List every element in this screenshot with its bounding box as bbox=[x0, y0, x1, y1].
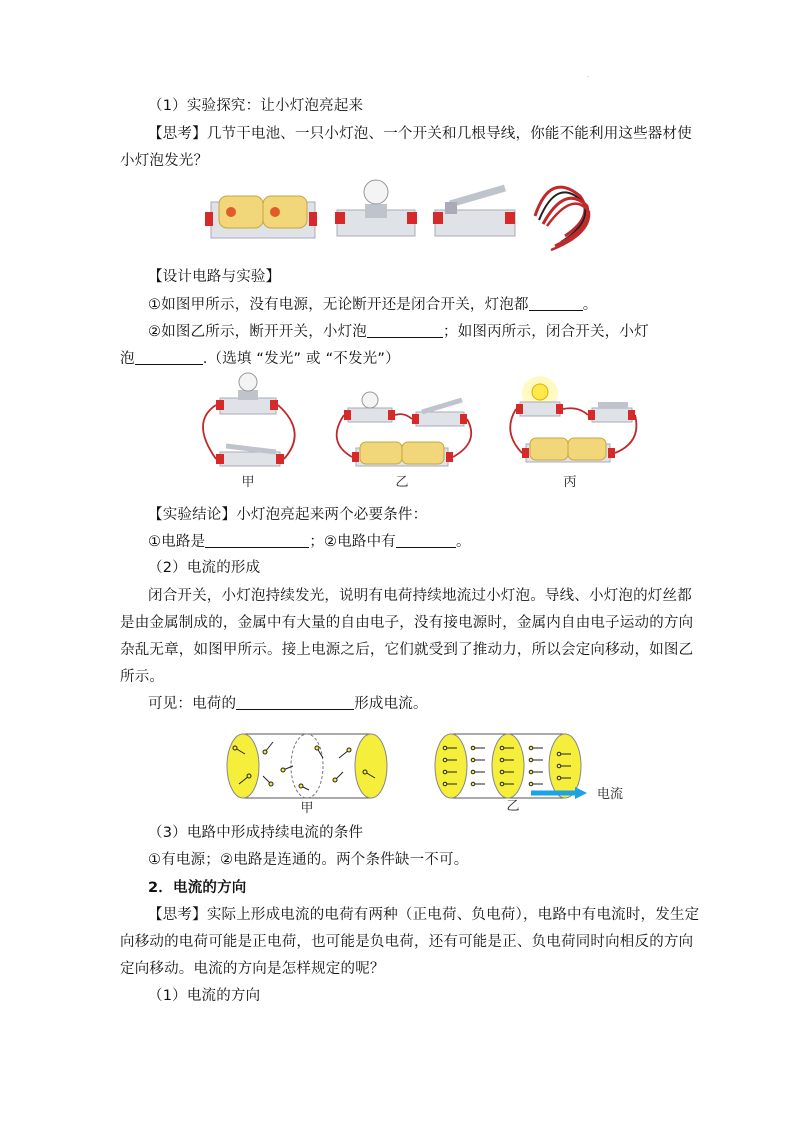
conclusion-items: ①电路是 ；②电路中有 。 bbox=[148, 534, 471, 550]
design-heading: 【设计电路与实验】 bbox=[148, 269, 281, 285]
wire-caption: 乙 bbox=[506, 799, 520, 814]
bulb-holder bbox=[335, 180, 417, 236]
design-item1: ①如图甲所示，没有电源，无论断开还是闭合开关，灯泡都 。 bbox=[148, 297, 598, 313]
document-page: . （1）实验探究：让小灯泡亮起来 【思考】几节干电池、一只小灯泡、一个开关和几根导线，你能不能利用这些器材使 小灯泡发光？ 【设计电路与实验】 ①如图甲所示，没有电源，无论断开还是闭合开关，灯泡都 。 ②如图乙所示，断开开关，小灯泡 ；如图丙所示，闭合开关，小灯 泡 .（选填 “发光” 或 “不发光”） 甲 乙 丙 【实验结论】小灯泡亮起来两个必要条件： ①电路是 ；②电路中有 。 （2）电流的形成 闭合开关，小灯泡持续发光，说明有电荷持续地流过小灯泡。导线、小灯泡的灯丝都 是由金属制成的，金属中有大量的自由电子，没有接电源时，金属内自由电子运动的方向 杂乱无章，如图甲所示。接上电源之后，它们就受到了推动力，所以会定向移动，如图乙 所示。 可见：电荷的 形成电流。 甲 电流 乙 （3）电路中形成持续电流的条件 ①有电源；②电路是连通的。两个条件缺一不可。 2．电流的方向 【思考】实际上形成电流的电荷有两种（正电荷、负电荷），电路中有电流时，发生定 向移动的电荷可能是正电荷，也可能是负电荷，还有可能是正、负电荷同时向相反的方向 定向移动。电流的方向是怎样规定的呢？ （1）电流的方向 bbox=[120, 72, 700, 1004]
think-label: 【思考】 bbox=[148, 907, 207, 923]
battery-pair bbox=[205, 196, 317, 238]
section2-p2: 是由金属制成的，金属中有大量的自由电子，没有接电源时，金属内自由电子运动的方向 bbox=[120, 615, 694, 631]
section2-conclusion: 可见：电荷的 形成电流。 bbox=[148, 696, 428, 712]
section3-title: （3）电路中形成持续电流的条件 bbox=[148, 825, 364, 841]
wire-yi bbox=[435, 734, 623, 814]
circuits-figure bbox=[190, 372, 620, 492]
circuit-caption: 丙 bbox=[563, 475, 577, 490]
section2-p1: 闭合开关，小灯泡持续发光，说明有电荷持续地流过小灯泡。导线、小灯泡的灯丝都 bbox=[148, 588, 692, 604]
circuit-yi bbox=[337, 392, 472, 490]
section3-text: ①有电源；②电路是连通的。两个条件缺一不可。 bbox=[148, 852, 469, 868]
design-item2: ②如图乙所示，断开开关，小灯泡 ；如图丙所示，闭合开关，小灯 bbox=[148, 324, 649, 340]
wire-bundle bbox=[535, 187, 589, 250]
electron-flow-figure bbox=[225, 728, 625, 818]
current-label: 电流 bbox=[597, 787, 624, 802]
think-paragraph-line2: 小灯泡发光？ bbox=[120, 153, 209, 169]
answer-blank[interactable] bbox=[135, 349, 203, 365]
wire-caption: 甲 bbox=[300, 801, 314, 816]
section2-title: （2）电流的形成 bbox=[148, 560, 261, 576]
circuit-bing bbox=[510, 376, 636, 490]
wire-jia bbox=[227, 734, 387, 816]
conclusion-paragraph: 【实验结论】小灯泡亮起来两个必要条件： bbox=[148, 507, 428, 523]
part2-think: 【思考】实际上形成电流的电荷有两种（正电荷、负电荷），电路中有电流时，发生定 bbox=[148, 907, 700, 923]
answer-blank[interactable] bbox=[367, 322, 443, 338]
circuit-caption: 甲 bbox=[241, 475, 255, 490]
conclusion-label: 【实验结论】 bbox=[148, 507, 237, 523]
think-label: 【思考】 bbox=[148, 126, 207, 142]
think-paragraph: 【思考】几节干电池、一只小灯泡、一个开关和几根导线，你能不能利用这些器材使 bbox=[148, 126, 692, 142]
answer-blank[interactable] bbox=[529, 295, 583, 311]
equipment-figure bbox=[205, 176, 595, 256]
part2-sub: （1）电流的方向 bbox=[148, 988, 261, 1004]
design-item2-line2: 泡 .（选填 “发光” 或 “不发光”） bbox=[120, 351, 400, 367]
circuit-jia bbox=[203, 373, 295, 490]
answer-blank[interactable] bbox=[205, 532, 309, 548]
answer-blank[interactable] bbox=[236, 694, 354, 710]
circuit-caption: 乙 bbox=[395, 475, 409, 490]
section2-p4: 所示。 bbox=[120, 669, 165, 685]
part2-line2: 向移动的电荷可能是正电荷，也可能是负电荷，还有可能是正、负电荷同时向相反的方向 bbox=[120, 934, 694, 950]
section2-p3: 杂乱无章，如图甲所示。接上电源之后，它们就受到了推动力，所以会定向移动，如图乙 bbox=[120, 642, 694, 658]
answer-blank[interactable] bbox=[396, 532, 456, 548]
knife-switch bbox=[433, 188, 515, 236]
part2-heading: 2．电流的方向 bbox=[148, 880, 247, 896]
part2-line3: 定向移动。电流的方向是怎样规定的呢？ bbox=[120, 961, 385, 977]
section1-title: （1）实验探究：让小灯泡亮起来 bbox=[148, 98, 364, 114]
